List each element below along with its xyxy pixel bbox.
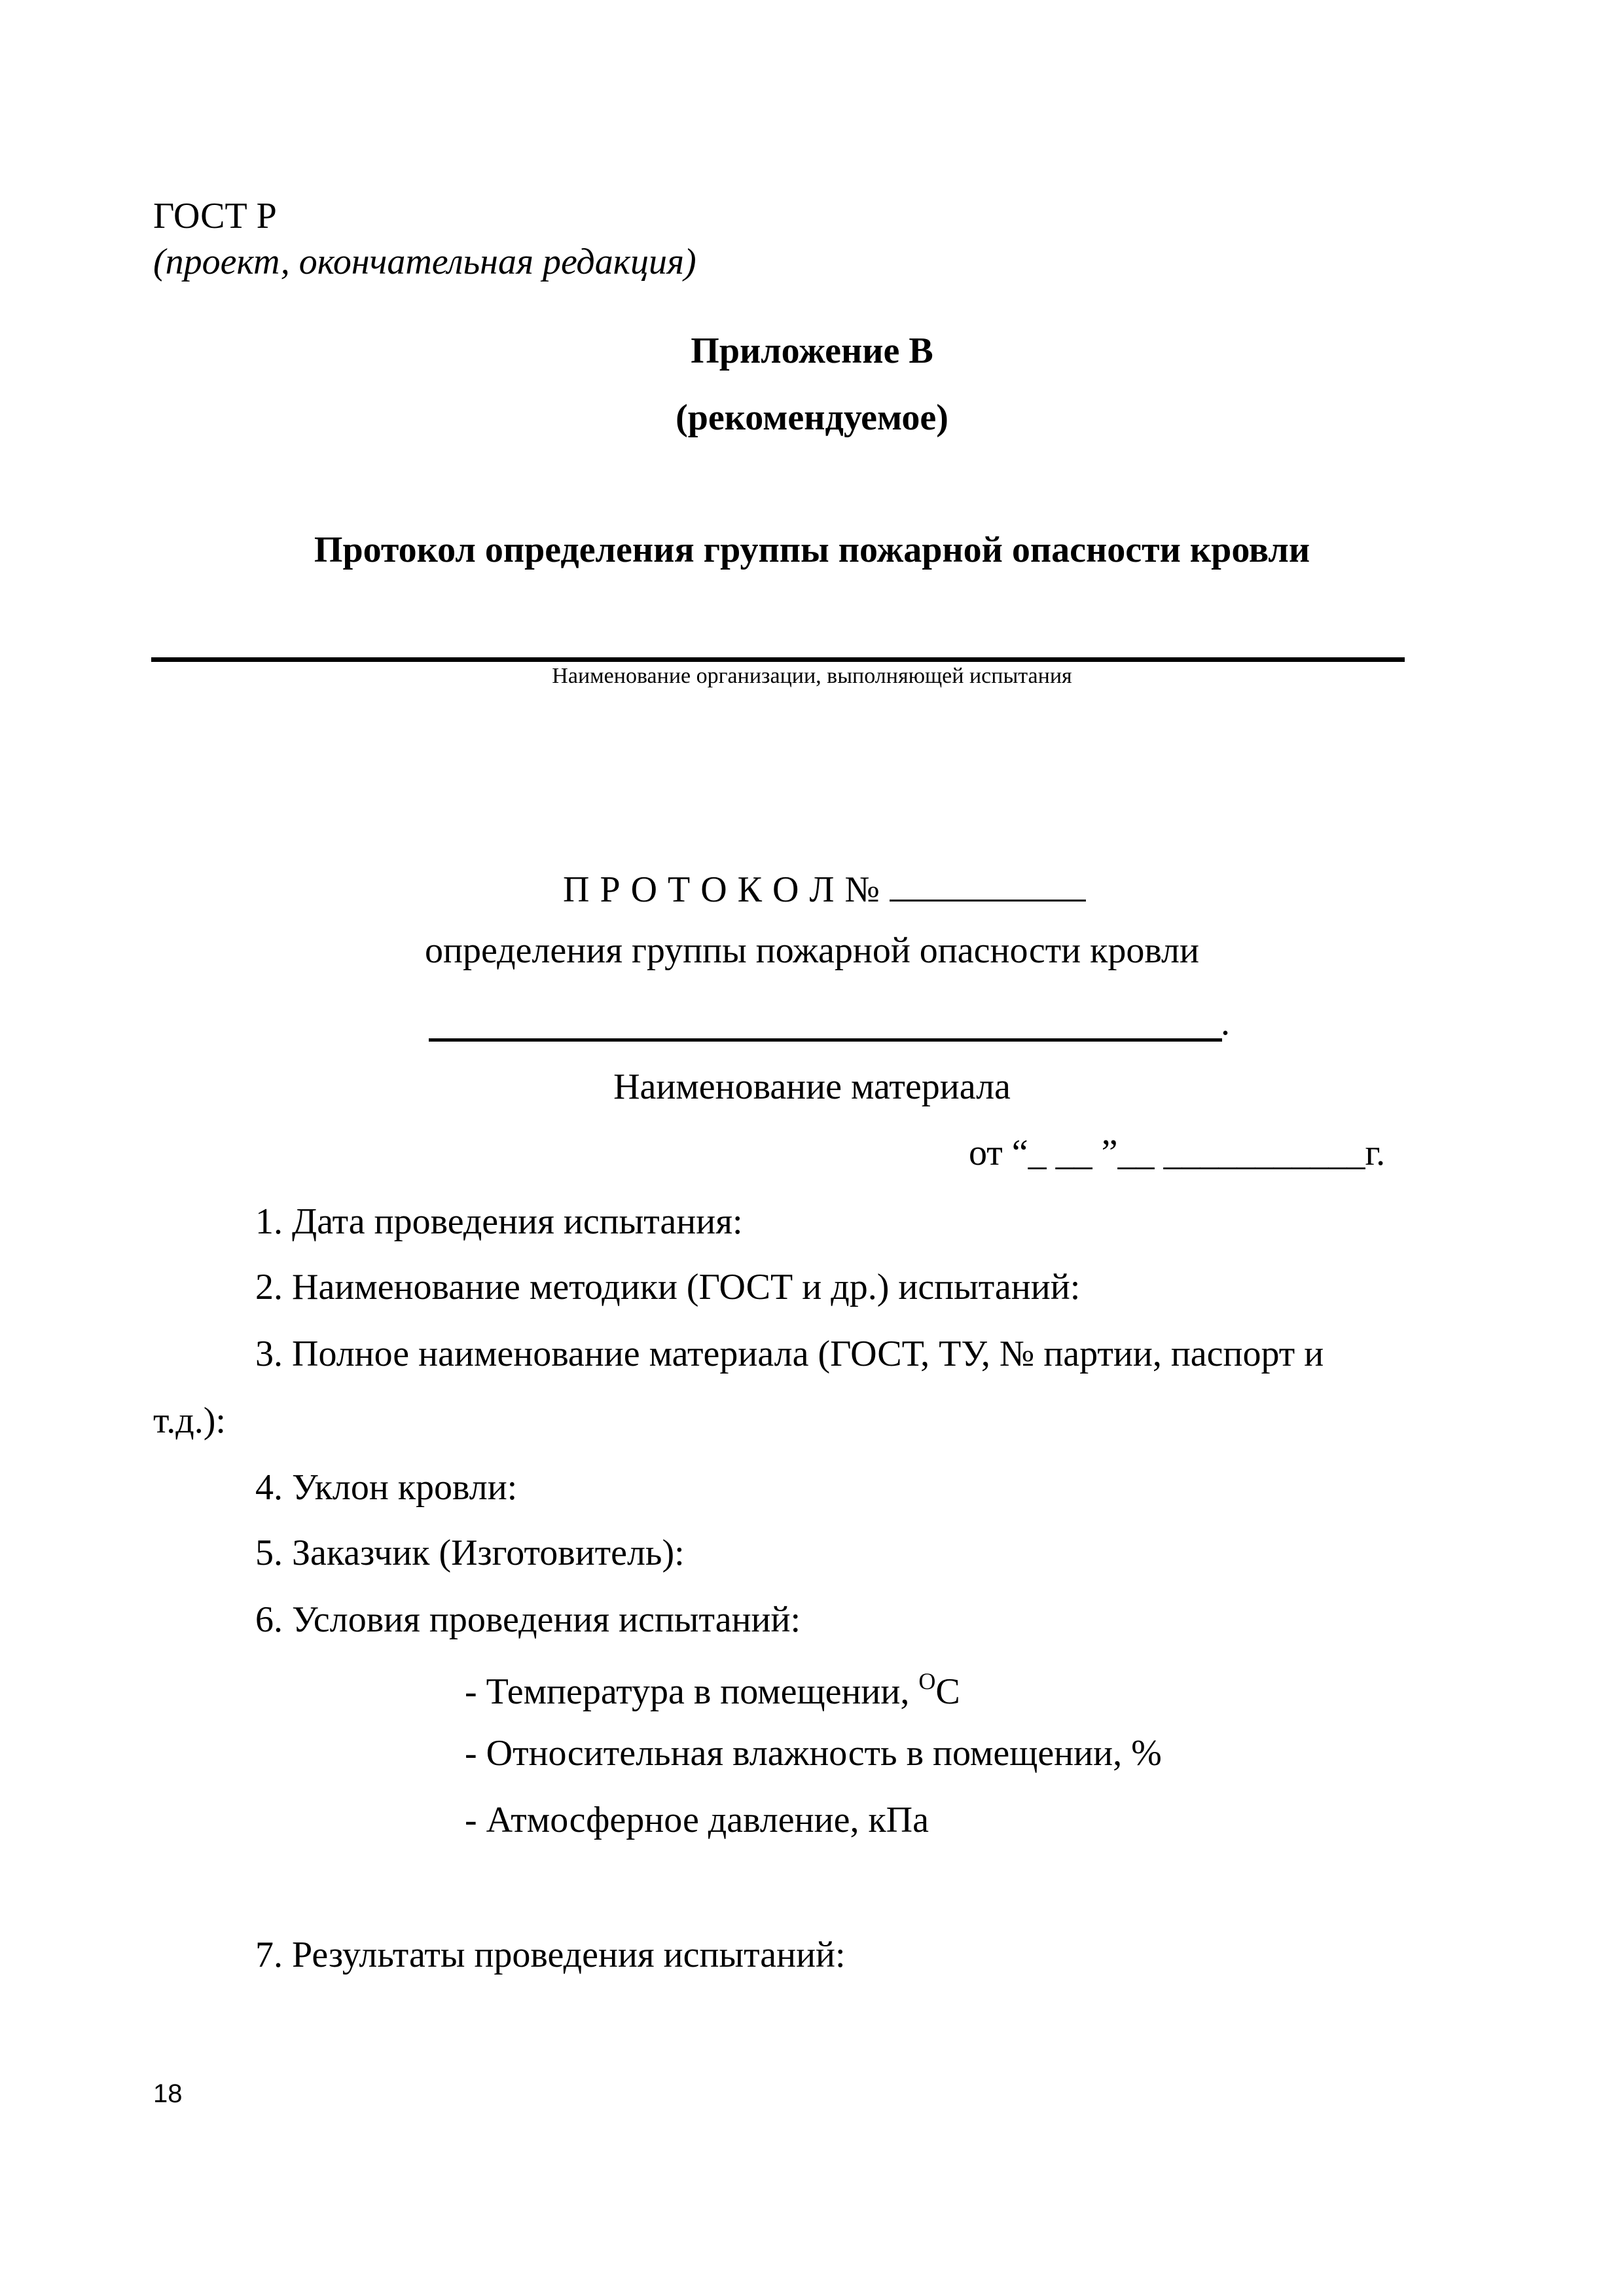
item-material-full-name: 3. Полное наименование материала (ГОСТ, ТУ, № партии, паспорт и bbox=[255, 1334, 1324, 1374]
material-name-line bbox=[429, 1038, 1222, 1042]
condition-pressure: - Атмосферное давление, кПа bbox=[465, 1800, 929, 1840]
protocol-number-label: П Р О Т О К О Л № bbox=[563, 869, 880, 910]
protocol-number-blank bbox=[890, 866, 1086, 902]
material-line-dot: . bbox=[1221, 1002, 1230, 1043]
condition-temperature bbox=[465, 1669, 960, 1710]
condition-humidity: - Относительная влажность в помещении, % bbox=[465, 1733, 1162, 1774]
draft-status: (проект, окончательная редакция) bbox=[153, 242, 696, 282]
gost-code: ГОСТ Р bbox=[153, 196, 277, 236]
protocol-number bbox=[563, 866, 1086, 908]
degree-superscript: O bbox=[918, 1668, 936, 1694]
protocol-subtitle: определения группы пожарной опасности кровли bbox=[425, 930, 1199, 971]
appendix-type: (рекомендуемое) bbox=[676, 397, 948, 438]
item-customer: 5. Заказчик (Изготовитель): bbox=[255, 1533, 685, 1573]
organization-caption: Наименование организации, выполняющей испытания bbox=[552, 664, 1072, 688]
item-test-date: 1. Дата проведения испытания: bbox=[255, 1201, 743, 1242]
temperature-unit: C bbox=[935, 1671, 960, 1712]
item-test-results: 7. Результаты проведения испытаний: bbox=[255, 1935, 846, 1975]
protocol-date-line: от “_ __ ”__ ___________г. bbox=[969, 1133, 1386, 1173]
item-material-full-name-continuation: т.д.): bbox=[153, 1400, 226, 1441]
item-test-conditions: 6. Условия проведения испытаний: bbox=[255, 1599, 801, 1640]
condition-temperature-text: - Температура в помещении, bbox=[465, 1671, 919, 1712]
material-caption: Наименование материала bbox=[613, 1066, 1011, 1107]
appendix-title: Приложение В bbox=[691, 331, 933, 371]
item-roof-slope: 4. Уклон кровли: bbox=[255, 1467, 518, 1508]
organization-name-line bbox=[151, 657, 1405, 662]
protocol-heading: Протокол определения группы пожарной опасности кровли bbox=[314, 530, 1310, 570]
item-test-method: 2. Наименование методики (ГОСТ и др.) испытаний: bbox=[255, 1267, 1081, 1307]
page-number: 18 bbox=[153, 2079, 183, 2108]
